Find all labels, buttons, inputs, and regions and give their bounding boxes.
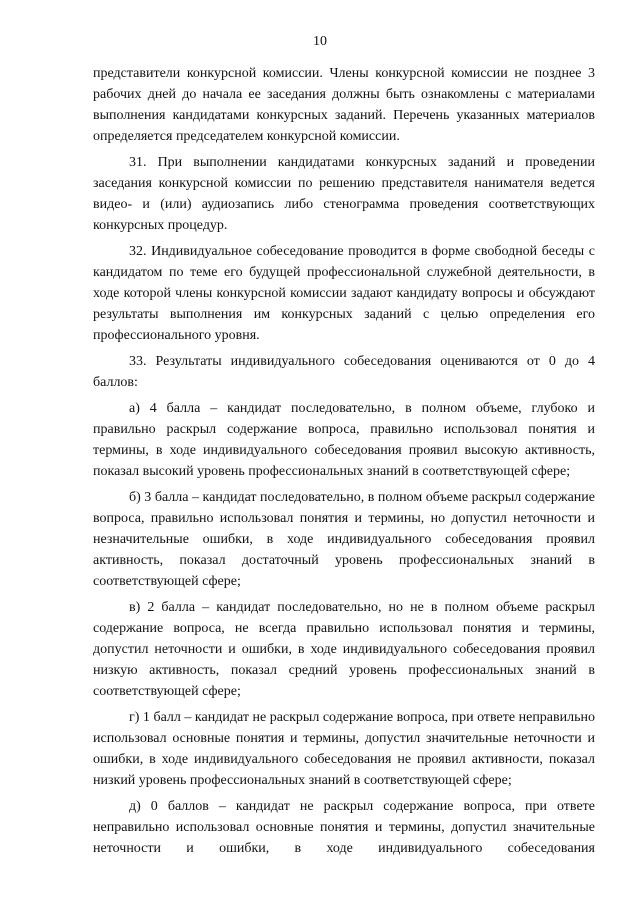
paragraph-31: 31. При выполнении кандидатами конкурсных заданий и проведении заседания конкурсной комиссии по решению представителя нанимателя ведется видео- и (или) аудиозапись либо стенограмма проведения соответствующих конкурсных процедур. (93, 155, 595, 233)
paragraph-33-g: г) 1 балл – кандидат не раскрыл содержание вопроса, при ответе неправильно использовал основные понятия и термины, допустил значительные неточности и ошибки, в ходе индивидуального собеседования не проявил активности, показал низкий уровень профессиональных знаний в соответствующей сфере; (93, 710, 595, 788)
paragraph-33-a: а) 4 балла – кандидат последовательно, в полном объеме, глубоко и правильно раскрыл содержание вопроса, правильно использовал понятия и термины, в ходе индивидуального собеседования проявил высокую активность, показал высокий уровень профессиональных знаний в соответствующей сфере; (93, 401, 595, 479)
paragraph-33-b: б) 3 балла – кандидат последовательно, в полном объеме раскрыл содержание вопроса, правильно использовал понятия и термины, но допустил неточности и незначительные ошибки, в ходе индивидуального собеседования проявил активность, показал достаточный уровень профессиональных знаний в соответствующей сфере; (93, 490, 595, 589)
paragraph-33-v: в) 2 балла – кандидат последовательно, но не в полном объеме раскрыл содержание вопроса, не всегда правильно использовал понятия и термины, допустил неточности и ошибки, в ходе индивидуального собеседования проявил низкую активность, показал средний уровень профессиональных знаний в соответствующей сфере; (93, 600, 595, 699)
document-body (93, 63, 595, 864)
paragraph-33-d: д) 0 баллов – кандидат не раскрыл содержание вопроса, при ответе неправильно использовал основные понятия и термины, допустил значительные неточности и ошибки, в ходе индивидуального собеседования (93, 799, 595, 856)
page-number: 10 (313, 34, 327, 49)
paragraph-32: 32. Индивидуальное собеседование проводится в форме свободной беседы с кандидатом по теме его будущей профессиональной служебной деятельности, в ходе которой члены конкурсной комиссии задают кандидату вопросы и обсуждают результаты выполнения им конкурсных заданий с целью определения его профессионального уровня. (93, 244, 595, 343)
paragraph-continuation: представители конкурсной комиссии. Члены конкурсной комиссии не позднее 3 рабочих дней до начала ее заседания должны быть ознакомлены с материалами выполнения кандидатами конкурсных заданий. Перечень указанных материалов определяется председателем конкурсной комиссии. (93, 66, 595, 144)
paragraph-33: 33. Результаты индивидуального собеседования оцениваются от 0 до 4 баллов: (93, 354, 595, 390)
